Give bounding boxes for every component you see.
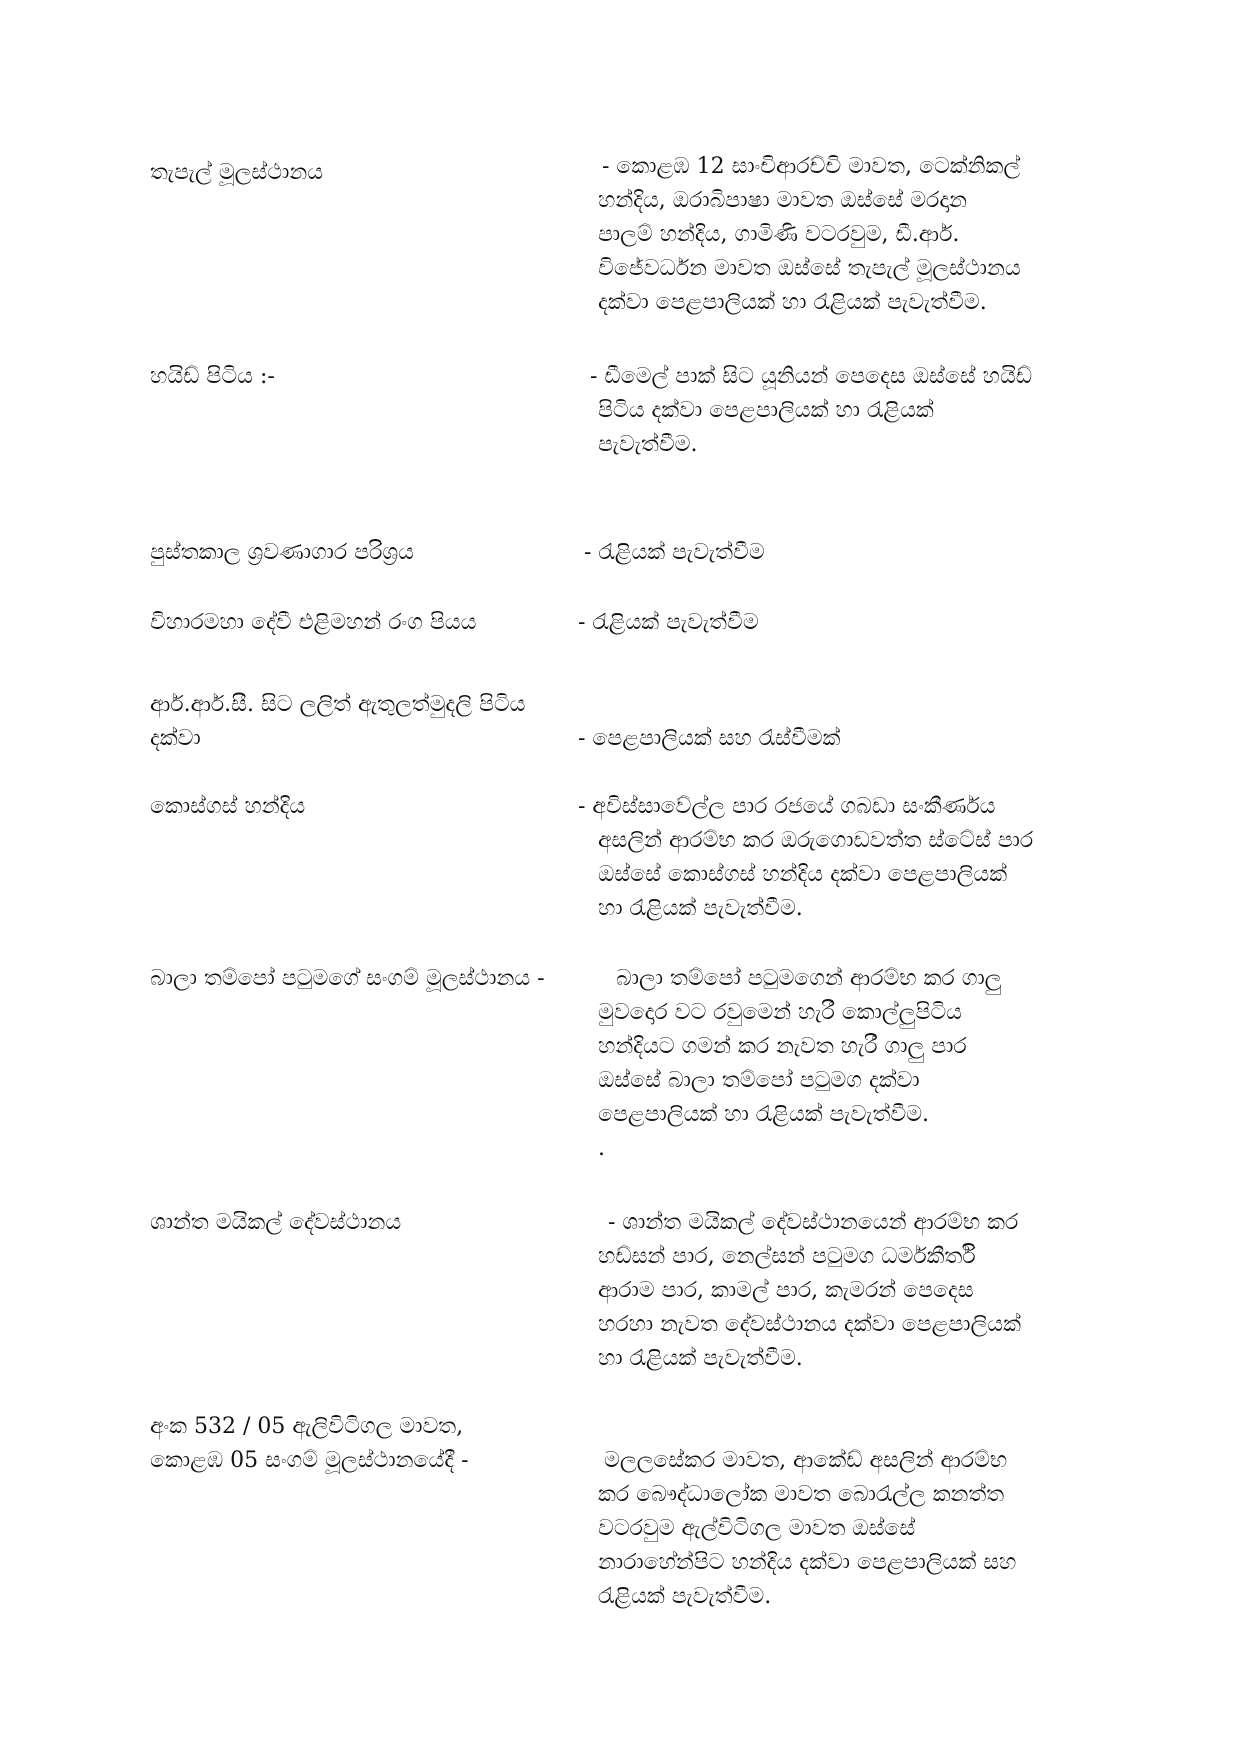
route-line: - රැළියක් පැවැත්වීම — [578, 610, 759, 635]
place-name: ශාන්ත මයිකල් දේවස්ථානය — [150, 1210, 402, 1235]
route-line: ඔස්සේ බාලා තම්පෝ පටුමග දක්වා — [598, 1068, 920, 1093]
route-line: - පෙළපාලියක් සහ රැස්වීමක් — [578, 726, 841, 751]
place-name: පුස්තකාල ශ්‍රවණාගාර පරිශ්‍රය — [150, 540, 414, 565]
route-line: ඔස්සේ කොස්ගස් හන්දිය දක්වා පෙළපාලියක් — [598, 862, 1008, 887]
route-line: ආරාම පාර, කාමල් පාර, කැමරන් පෙදෙස — [598, 1278, 974, 1303]
route-line: දක්වා පෙළපාලියක් හා රැළියක් පැවැත්වීම. — [598, 290, 987, 315]
route-line: මුවදොර වට රවුමෙන් හැරී කොල්ලුපිටිය — [598, 1000, 962, 1025]
route-line: - ශාන්ත මයිකල් දේවස්ථානයෙන් ආරම්භ කර — [608, 1210, 1019, 1235]
route-line: විජේවර්ධන මාවත ඔස්සේ තැපැල් මූලස්ථානය — [598, 256, 1021, 281]
route-line: හන්දිය, ඔරාබිපාෂා මාවත ඔස්සේ මරදාන — [598, 188, 967, 213]
route-line: හා රැළියක් පැවැත්වීම. — [598, 896, 803, 921]
place-name: කොස්ගස් හන්දිය — [150, 794, 306, 819]
place-name-line: දක්වා — [150, 726, 201, 751]
route-line: - රැළියක් පැවැත්වීම — [584, 540, 765, 565]
place-name: විහාරමහා දේවී එළිමහන් රංග පියය — [150, 610, 477, 635]
route-line: පාලම් හන්දිය, ගාමිණි වටරවුම, ඩී.ආර්. — [598, 222, 960, 247]
route-line: පිටිය දක්වා පෙළපාලියක් හා රැළියක් — [598, 398, 934, 423]
route-line: - අවිස්සාවේල්ල පාර රජයේ ගබඩා සංකීර්ණය — [578, 794, 996, 819]
route-line: රැළියක් පැවැත්වීම. — [598, 1584, 772, 1609]
place-name-line: කොළඹ 05 සංගම් මූලස්ථානයේදී - — [150, 1448, 469, 1473]
route-line: අසලින් ආරම්භ කර ඔරුගොඩවත්ත ස්ටේස් පාර — [598, 828, 1034, 853]
route-line: හරහා නැවත දේවස්ථානය දක්වා පෙළපාලියක් — [598, 1312, 1021, 1337]
route-line: වටරවුම ඇල්විටිගල මාවත ඔස්සේ — [598, 1516, 916, 1541]
place-name: හයිඩ් පිටිය :- — [150, 364, 275, 389]
place-name: බාලා තම්පෝ පටුමගේ සංගම් මූලස්ථානය - — [150, 966, 545, 991]
route-line: නාරාහේන්පිට හන්දිය දක්වා පෙළපාලියක් සහ — [598, 1550, 1017, 1575]
route-line: - කොළඹ 12 සාංචිආරච්චි මාවත, ටෙක්නිකල් — [602, 154, 1021, 179]
route-line: මලලසේකර මාවත, ආකේඩ් අසලින් ආරම්භ — [604, 1448, 1008, 1473]
place-name: තැපැල් මූලස්ථානය — [150, 160, 324, 185]
route-line: - ඩීමෙල් පාක් සිට යූනියන් පෙදෙස ඔස්සේ හයිඩ් — [590, 364, 1033, 389]
route-line: පැවැත්වීම. — [598, 432, 698, 457]
route-line: . — [598, 1136, 605, 1161]
place-name-line: ආර්.ආර්.සී. සිට ලලිත් ඇතුලත්මුදලි පිටිය — [150, 692, 526, 717]
route-line: හන්දියට ගමන් කර නැවත හැරී ගාලු පාර — [598, 1034, 967, 1059]
place-name-line: අංක 532 / 05 ඇලිවිටිගල මාවත, — [150, 1414, 464, 1439]
route-line: හා රැළියක් පැවැත්වීම. — [598, 1346, 803, 1371]
route-line: හඩ්සන් පාර, නෙල්සන් පටුමග ධර්මකීර්ති — [598, 1244, 976, 1269]
route-line: බාලා තම්පෝ පටුමගෙන් ආරම්භ කර ගාලු — [616, 966, 1002, 991]
route-line: පෙළපාලියක් හා රැළියක් පැවැත්වීම. — [598, 1102, 930, 1127]
route-line: කර බෞද්ධාලෝක මාවත බොරැල්ල කනත්ත — [598, 1482, 1005, 1507]
